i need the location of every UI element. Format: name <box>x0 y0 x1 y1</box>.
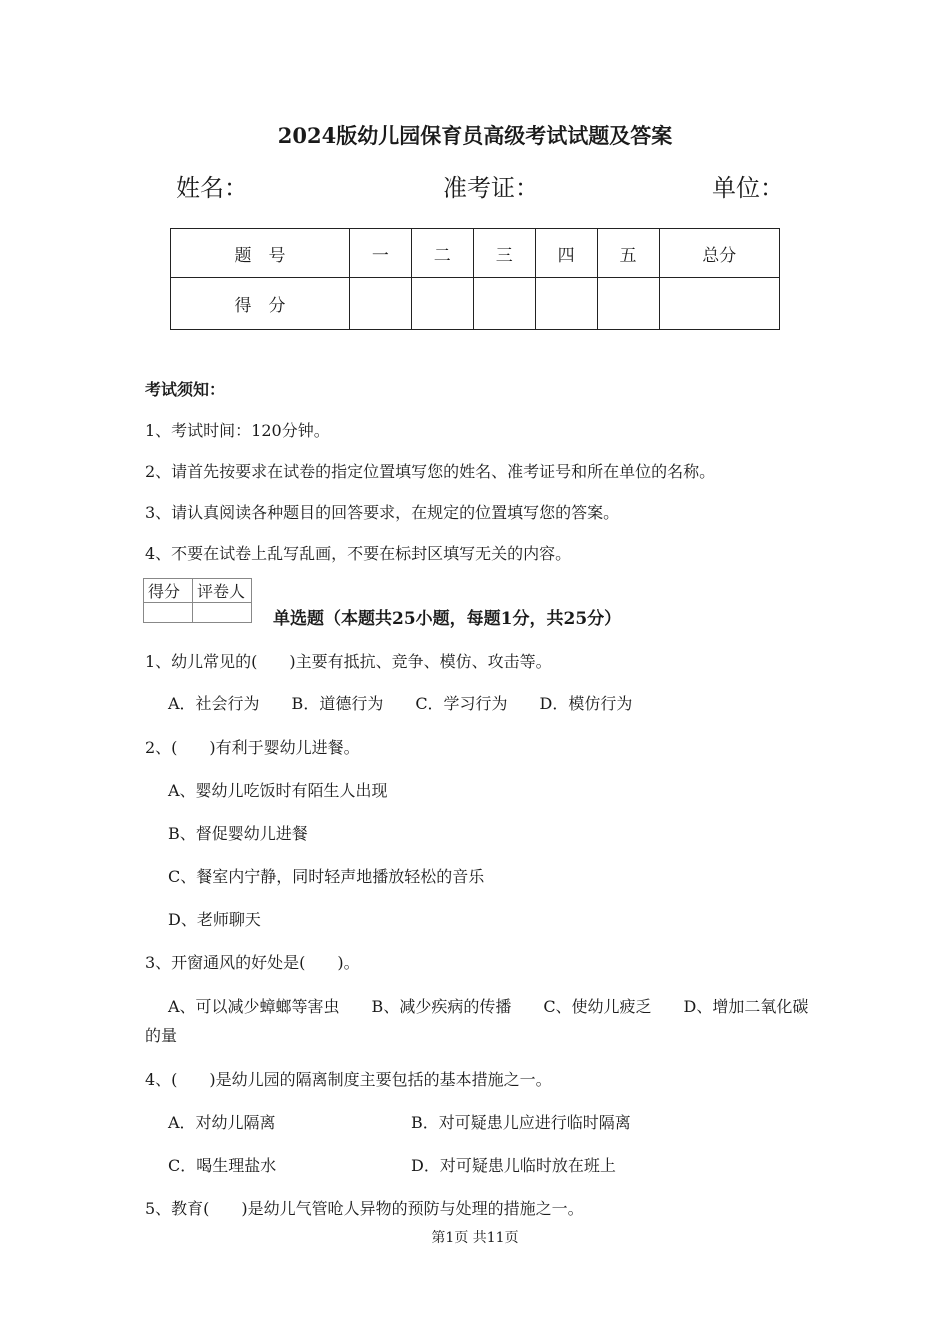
question-stem: 2、( )有利于婴幼儿进餐。 <box>145 738 360 757</box>
score-table-header-cell: 五 <box>597 229 659 278</box>
grader-name-cell[interactable] <box>193 603 252 623</box>
grader-box <box>143 578 252 623</box>
question-option: A．对幼儿隔离 <box>168 1113 276 1132</box>
unit-field-label: 单位： <box>712 174 784 202</box>
score-cell[interactable] <box>597 278 659 330</box>
question-option: C、餐室内宁静，同时轻声地播放轻松的音乐 <box>168 867 485 886</box>
notice-heading: 考试须知： <box>145 380 226 399</box>
score-cell[interactable] <box>659 278 779 330</box>
question-options-continued: 的量 <box>145 1026 178 1045</box>
notice-item: 1、考试时间：120分钟。 <box>145 421 330 440</box>
score-cell[interactable] <box>349 278 411 330</box>
question-option: C．喝生理盐水 <box>168 1156 277 1175</box>
score-table-header-cell: 总分 <box>659 229 779 278</box>
notice-item: 3、请认真阅读各种题目的回答要求，在规定的位置填写您的答案。 <box>145 503 620 522</box>
score-table-header-cell: 一 <box>349 229 411 278</box>
question-options: A．社会行为 B．道德行为 C．学习行为 D．模仿行为 <box>168 694 633 713</box>
page-title: 2024版幼儿园保育员高级考试试题及答案 <box>277 123 673 148</box>
question-stem: 5、教育( )是幼儿气管呛人异物的预防与处理的措施之一。 <box>145 1199 584 1218</box>
score-cell[interactable] <box>535 278 597 330</box>
grader-score-cell[interactable] <box>144 603 193 623</box>
notice-item: 2、请首先按要求在试卷的指定位置填写您的姓名、准考证号和所在单位的名称。 <box>145 462 716 481</box>
question-stem: 1、幼儿常见的( )主要有抵抗、竞争、模仿、攻击等。 <box>145 652 552 671</box>
score-cell[interactable] <box>411 278 473 330</box>
question-option: B、督促婴幼儿进餐 <box>168 824 308 843</box>
notice-item: 4、不要在试卷上乱写乱画，不要在标封区填写无关的内容。 <box>145 544 572 563</box>
exam-number-field-label: 准考证： <box>443 174 539 202</box>
question-stem: 4、( )是幼儿园的隔离制度主要包括的基本措施之一。 <box>145 1070 552 1089</box>
score-table-header-cell: 二 <box>411 229 473 278</box>
name-field-label: 姓名： <box>176 174 248 202</box>
score-table-score-row <box>171 278 780 330</box>
score-table-header-cell: 三 <box>473 229 535 278</box>
score-table-header-cell: 题 号 <box>171 229 350 278</box>
score-cell[interactable] <box>473 278 535 330</box>
grader-name-label: 评卷人 <box>193 579 252 603</box>
page-footer: 第1页 共11页 <box>431 1230 519 1246</box>
question-option: D．对可疑患儿临时放在班上 <box>411 1156 616 1175</box>
grader-score-label: 得分 <box>144 579 193 603</box>
question-option: B．对可疑患儿应进行临时隔离 <box>411 1113 631 1132</box>
score-row-label: 得 分 <box>171 278 350 330</box>
question-options: A、可以减少蟑螂等害虫 B、减少疾病的传播 C、使幼儿疲乏 D、增加二氧化碳 <box>168 997 809 1016</box>
score-table-header-cell: 四 <box>535 229 597 278</box>
score-table-header-row <box>171 229 780 278</box>
question-option: A、婴幼儿吃饭时有陌生人出现 <box>168 781 388 800</box>
score-table <box>170 228 780 330</box>
section-title: 单选题（本题共25小题，每题1分，共25分） <box>273 609 622 629</box>
question-stem: 3、开窗通风的好处是( )。 <box>145 953 360 972</box>
question-option: D、老师聊天 <box>168 910 261 929</box>
